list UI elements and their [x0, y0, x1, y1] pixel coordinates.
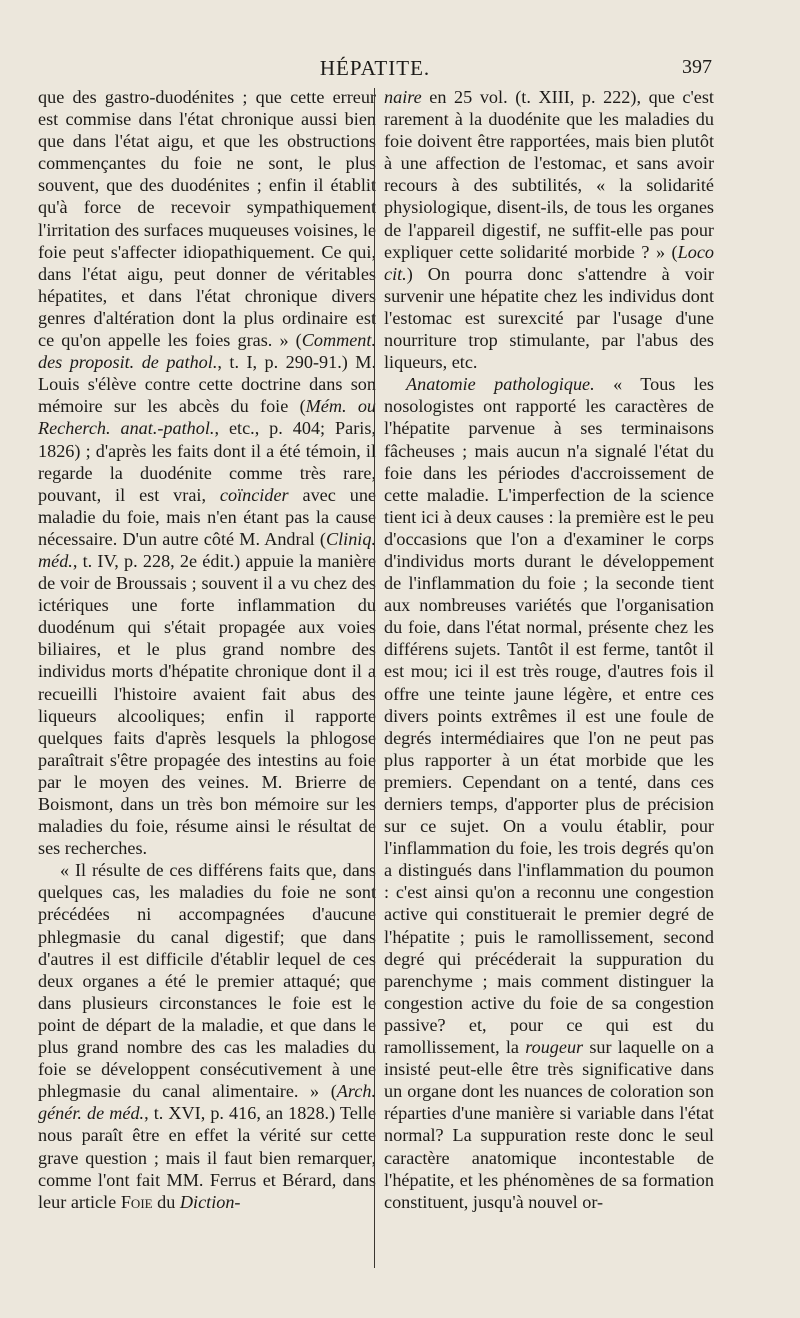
- text-run: sur laquelle on a insisté peut-elle être très significative dans un organe dont les nuances de coloration son réparties d'une manière si variable dans l'état normal? La suppuration reste donc le seul caractère anatomique incontestable de l'hépatite, et les phénomènes de sa formation constituent, jusqu'à nouvel or-: [384, 1037, 714, 1212]
- text-run: , etc., p. 404; Paris, 1826) ; d'après les faits dont il a été témoin, il regarde la duodénite comme très rare, pouvant, il est vrai,: [38, 418, 376, 505]
- section-heading: Anatomie pathologique.: [406, 374, 595, 395]
- text-run: , t. IV, p. 228, 2e édit.) appuie la manière de voir de Broussais ; souvent il a vu chez des ictériques une forte inflammation du duodénum qui s'était propagée aux voies biliaires, et le plus grand nombre des individus morts d'hépatite chronique dont il a recueilli l'histoire avaient fait abus des liqueurs alcooliques; enfin il rapporte quelques faits d'après lesquels la phlogose paraîtrait s'être propagée des intestins au foie par le moyen des veines. M. Brierre de Boismont, dans un très bon mémoire sur les maladies du foie, résume ainsi le résultat de ses recherches.: [38, 550, 376, 859]
- running-title: HÉPATITE.: [319, 56, 431, 80]
- text-run: , t. I, p. 290-91.) M. Louis s'élève contre cette doctrine dans son mémoire sur les abcès du foie (: [38, 352, 376, 417]
- text-run: ) On pourra donc s'attendre à voir survenir une hépatite chez les individus dont l'estomac est surexcité par l'usage d'une nourriture trop stimulante, par l'abus des liqueurs, etc.: [384, 263, 714, 373]
- citation: naire: [384, 87, 422, 107]
- text-run: « Tous les nosologistes ont rapporté les caractères de l'hépatite parvenue à ses terminaisons fâcheuses ; mais aucun n'a signalé l'état du foie dans les périodes d'accroissement de cette maladie. L'imperfection de la science tient ici à deux causes : la première est le peu d'occasions que l'on a d'examiner le corps d'individus morts durant le développement de l'inflammation du foie ; la seconde tient aux nombreuses variétés que l'organisation du foie, dans l'état normal, présente chez les différens sujets. Tantôt il est ferme, tantôt il est mou; ici il est très rouge, d'autres fois il offre une teinte jaune légère, et entre ces divers points extrêmes il est une foule de degrés intermédiaires que l'on ne peut pas plus rapporter à un état morbide que les premiers. Cependant on a tenté, dans ces derniers temps, d'apporter plus de précision sur ce sujet. On a voulu établir, pour l'inflammation du foie, les trois degrés qu'on a distingués dans l'inflammation du poumon : c'est ainsi qu'on a reconnu une congestion active qui constituerait le premier degré de l'hépatite ; puis le ramollissement, second degré qui précéderait la suppuration du parenchyme ; mais comment distinguer la congestion active du foie de sa congestion passive? et, pour ce qui est du ramollissement, la: [384, 374, 714, 1058]
- right-paragraph-1: [384, 86, 714, 373]
- text-run: du: [152, 1191, 180, 1212]
- citation: Arch. génér. de méd.: [38, 1081, 376, 1124]
- article-title: Foie: [120, 1191, 153, 1212]
- text-run: en 25 vol. (t. XIII, p. 222), que c'est rarement à la duodénite que les maladies du foie doivent être rapportées, mais bien plutôt à une affection de l'estomac, et sans avoir recours à des subtilités, « la solidarité physiologique, disent-ils, de tous les organes de l'appareil digestif, ne suffit-elle pas pour expliquer cette solidarité morbide ? » (: [384, 87, 714, 262]
- citation: Loco cit.: [384, 241, 714, 284]
- right-column: [384, 86, 714, 1213]
- page-number: 397: [682, 56, 712, 78]
- text-run: « Il résulte de ces différens faits que, dans quelques cas, les maladies du foie ne sont précédées ni accompagnées d'aucune phlegmasie du canal digestif; que dans d'autres il est difficile d'établir lequel de ces deux organes a été le premier attaqué; que dans plusieurs circonstances le foie est le point de départ de la maladie, et que dans le plus grand nombre des cas les maladies du foie se développent consécutivement à une phlegmasie du canal alimentaire. » (: [38, 860, 376, 1102]
- citation: Cliniq. méd.: [38, 528, 376, 571]
- left-column: [38, 86, 376, 1213]
- left-paragraph-1: [38, 86, 376, 859]
- emphasis: coïncider: [219, 484, 289, 505]
- right-paragraph-2: [384, 373, 714, 1213]
- citation: Comment. des proposit. de pathol.: [38, 330, 376, 373]
- emphasis: rougeur: [525, 1037, 584, 1058]
- column-divider: [374, 88, 375, 1268]
- text-run: avec une maladie du foie, mais n'en étant pas la cause nécessaire. D'un autre côté M. Andral (: [38, 484, 376, 549]
- citation: Diction-: [179, 1191, 241, 1212]
- text-run: , t. XVI, p. 416, an 1828.) Telle nous paraît être en effet la vérité sur cette grave question ; mais il faut bien remarquer, comme l'ont fait MM. Ferrus et Bérard, dans leur article: [38, 1103, 376, 1212]
- citation: Mém. ou Recherch. anat.-pathol.: [38, 396, 377, 439]
- page-header: [38, 56, 712, 84]
- left-paragraph-2: [38, 859, 376, 1213]
- text-run: que des gastro-duodénites ; que cette erreur est commise dans l'état chronique aussi bien que dans l'état aigu, et que les obstructions commençantes du foie ne sont, le plus souvent, que des duodénites ; enfin il établit qu'à force de recevoir sympathiquement l'irritation des surfaces muqueuses voisines, le foie peut s'affecter idiopathiquement. Ce qui, dans l'état aigu, peut donner de véritables hépatites, et dans l'état chronique divers genres d'altération dont la plus ordinaire est ce qu'on appelle les foies gras. » (: [38, 87, 376, 351]
